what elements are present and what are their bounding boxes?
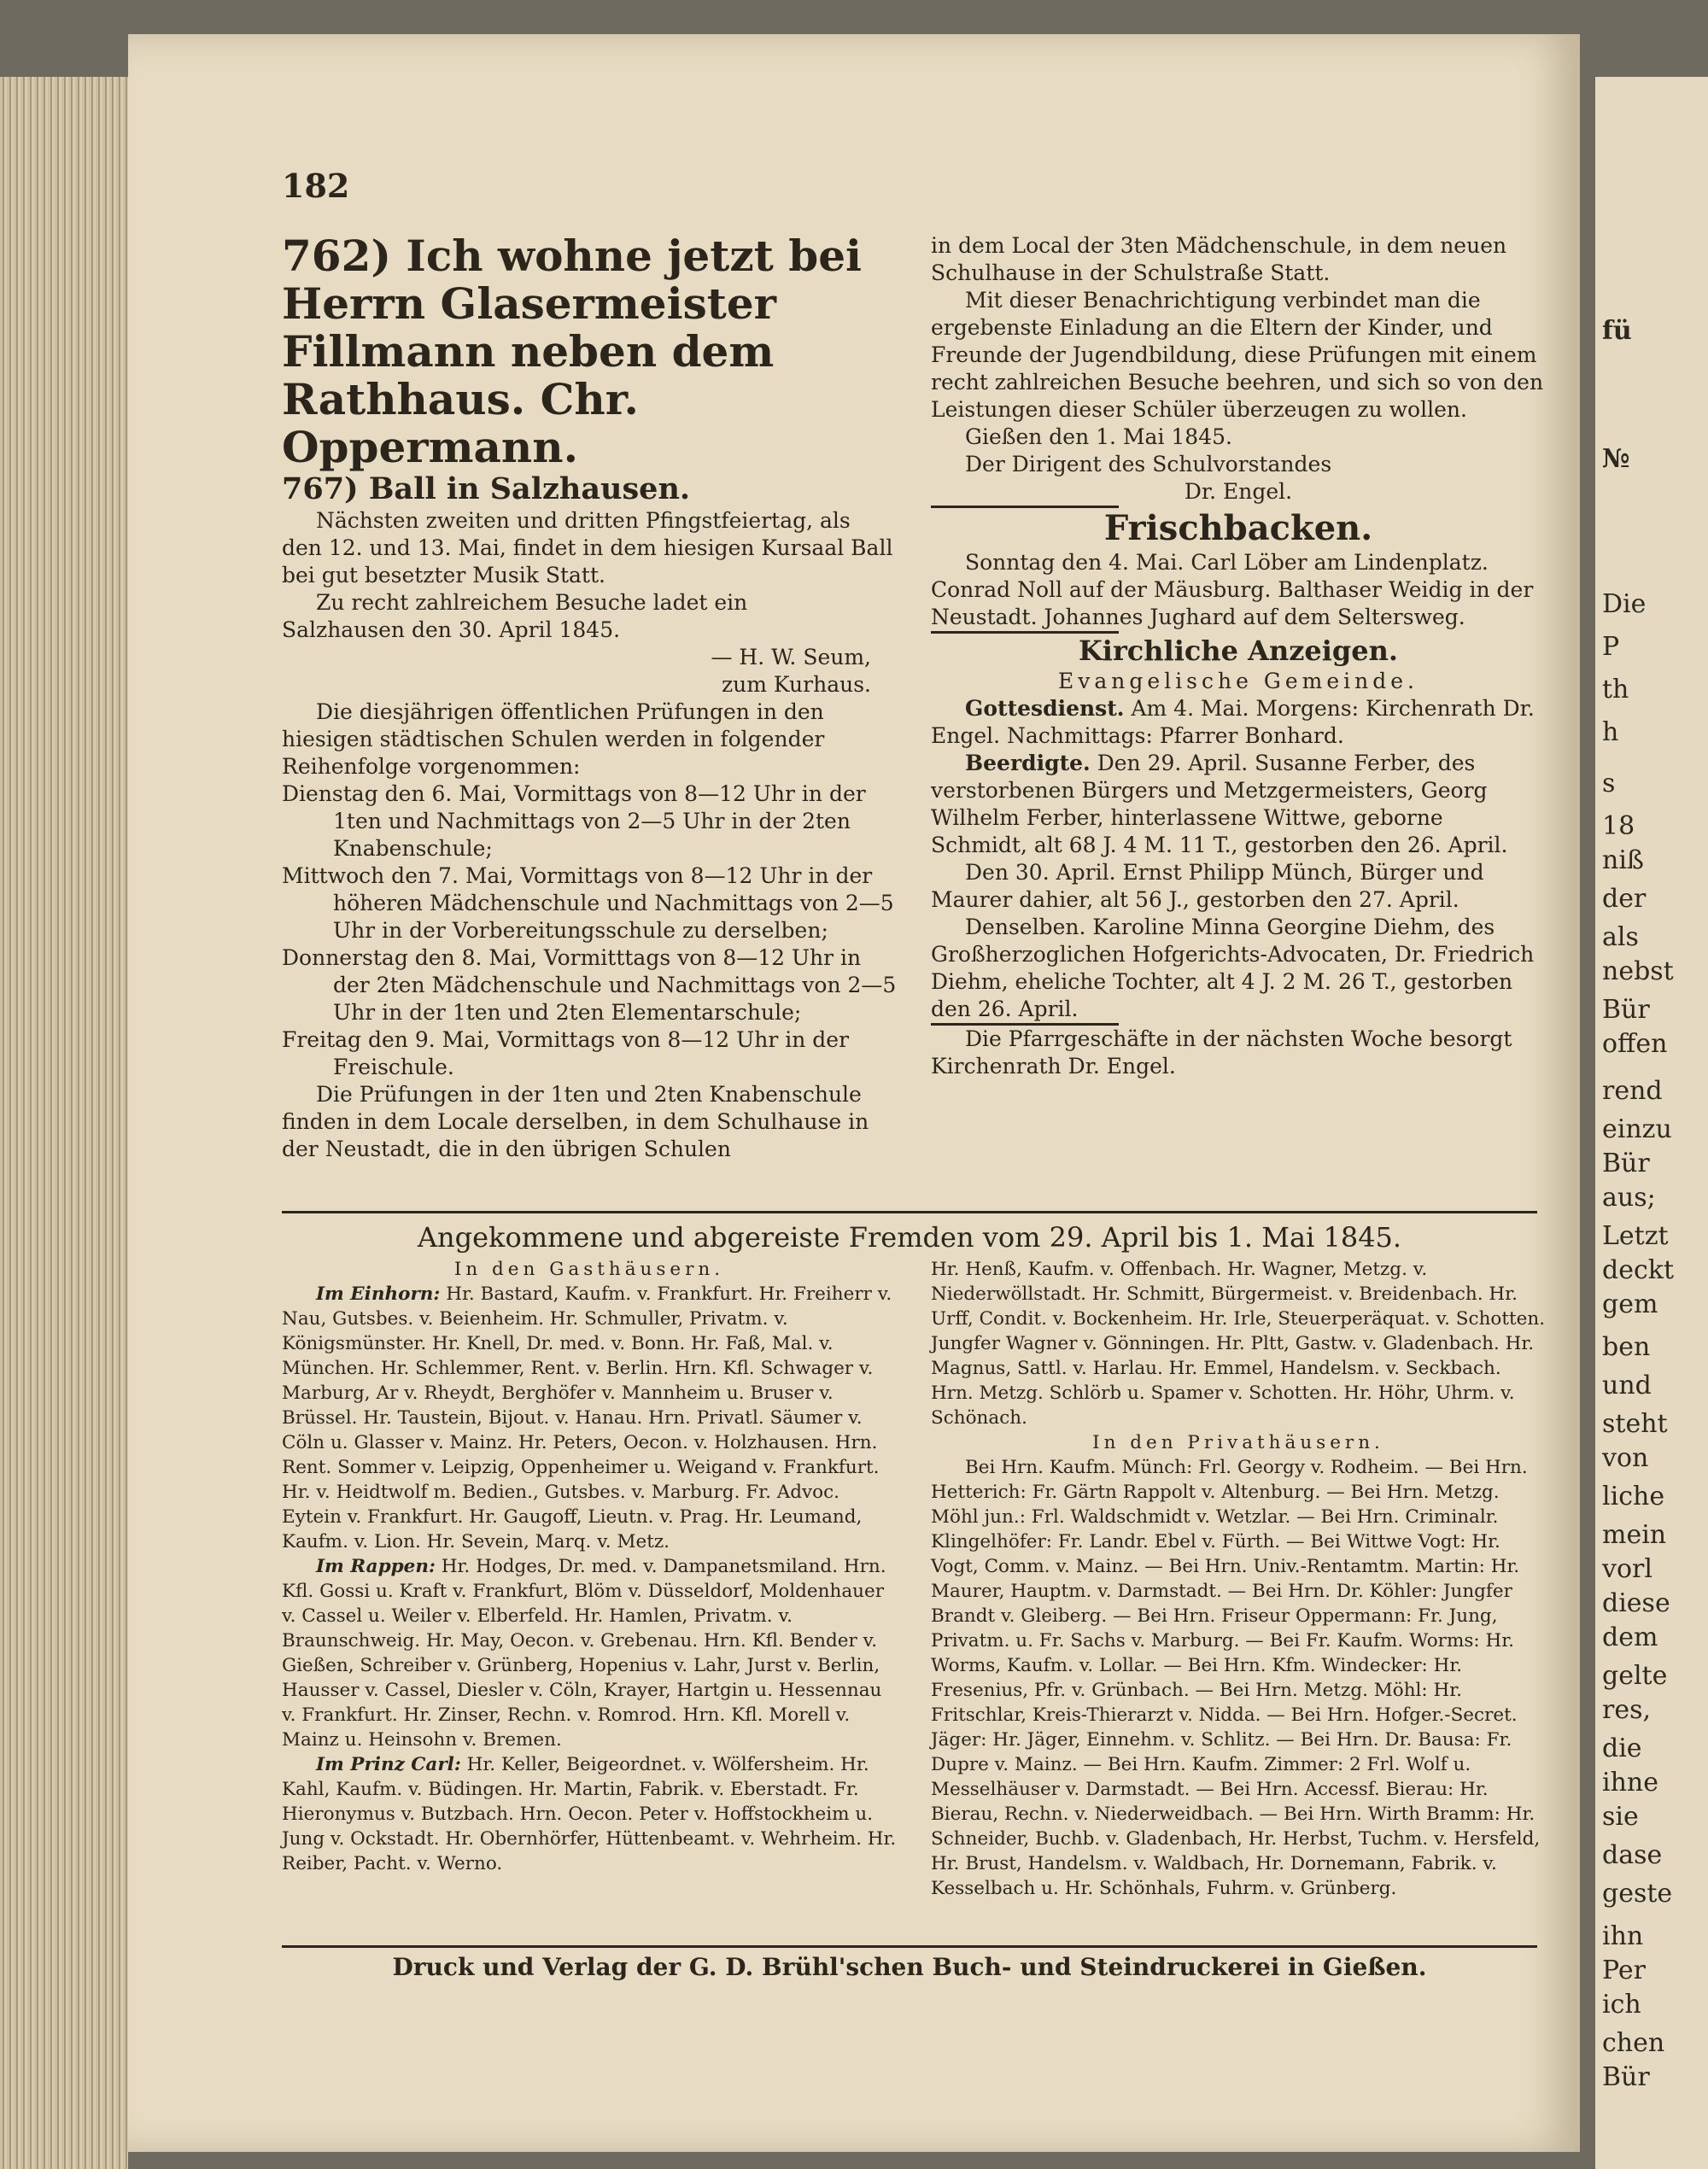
next-page-fragment-big: fü (1602, 316, 1632, 346)
strangers-right-column (931, 1257, 1546, 1901)
exam-days (282, 780, 897, 1081)
next-page-fragment: gem (1602, 1289, 1658, 1319)
next-page-fragment: s (1602, 769, 1616, 798)
signature-name: Dr. Engel. (1184, 479, 1293, 504)
ad-762: 762) Ich wohne jetzt bei Herrn Glasermeister Fillmann neben dem Rathhaus. Chr. Oppermann. (282, 231, 863, 472)
inn-guests-continued: Hr. Henß, Kaufm. v. Offenbach. Hr. Wagner, Metzg. v. Niederwöllstadt. Hr. Schmitt, Bürgermeist. v. Breidenbach. Hr. Urff, Condit. v. Bockenheim. Hr. Irle, Steuerperäquat. v. Schotten. Jungfer Wagner v. Gönningen. Hr. Pltt, Gastw. v. Gladenbach. Hr. Magnus, Sattl. v. Harlau. Hr. Emmel, Handelsm. v. Seckbach. Hrn. Metzg. Schlörb u. Spamer v. Schotten. Hr. Höhr, Uhrm. v. Schönach. (931, 1259, 1546, 1429)
exam-intro: Die diesjährigen öffentlichen Prüfungen in den hiesigen städtischen Schulen werden in folgender Reihenfolge vorgenommen: (282, 699, 825, 779)
next-page-fragment: von (1602, 1443, 1649, 1473)
inns-heading: In den Gasthäusern. (453, 1259, 725, 1280)
church-title: Kirchliche Anzeigen. (1078, 634, 1399, 667)
burial-label: Beerdigte. (965, 751, 1091, 775)
next-page-fragment: ihn (1602, 1921, 1644, 1951)
right-column (931, 232, 1546, 1080)
next-page-fragment: vorl (1602, 1554, 1652, 1584)
ad-767-invite: Zu recht zahlreichem Besuche ladet ein (316, 590, 748, 615)
next-page-fragment: offen (1602, 1029, 1668, 1059)
frischbacken-title: Frischbacken. (1103, 508, 1373, 548)
exam-continued: in dem Local der 3ten Mädchenschule, in dem neuen Schulhause in der Schulstraße Statt. (931, 233, 1507, 285)
strangers-banner: Angekommene und abgereiste Fremden vom 29. April bis 1. Mai 1845. (417, 1221, 1402, 1254)
ad-767-signature-2: zum Kurhaus. (722, 672, 871, 697)
adjacent-page-fragment (1595, 77, 1708, 2169)
next-page-fragment: dem (1602, 1622, 1658, 1652)
next-page-fragment: niß (1602, 845, 1644, 875)
burial-entry: Denselben. Karoline Minna Georgine Diehm, des Großherzoglichen Hofgerichts-Advocaten, Dr. Friedrich Diehm, eheliche Tochter, alt 4 J. 2 M. 26 T., gestorben den 26. April. (931, 915, 1535, 1021)
next-page-fragment: geste (1602, 1879, 1673, 1909)
next-page-fragment: der (1602, 884, 1647, 914)
next-page-fragment: steht (1602, 1409, 1668, 1439)
inn-guests: Hr. Keller, Beigeordnet. v. Wölfersheim. Hr. Kahl, Kaufm. v. Büdingen. Hr. Martin, Fabrik. v. Eberstadt. Fr. Hieronymus v. Butzbach. Hrn. Oecon. Peter v. Hoffstockheim u. Jung v. Ockstadt. Hr. Obernhörfer, Hüttenbeamt. v. Wehrheim. Hr. Reiber, Pacht. v. Werno. (282, 1754, 897, 1874)
inn-label: Im Prinz Carl: (316, 1754, 461, 1775)
next-page-fragment: einzu (1602, 1114, 1672, 1144)
next-page-fragment: Bür (1602, 1149, 1650, 1178)
inn-guests: Hr. Bastard, Kaufm. v. Frankfurt. Hr. Freiherr v. Nau, Gutsbes. v. Beienheim. Hr. Schmuller, Privatm. v. Königsmünster. Hr. Knell, Dr. med. v. Bonn. Hr. Faß, Mal. v. München. Hr. Schlemmer, Rent. v. Berlin. Hrn. Kfl. Schwager v. Marburg, Ar v. Rheydt, Berghöfer v. Mannheim u. Bruser v. Brüssel. Hr. Taustein, Bijout. v. Hanau. Hrn. Privatl. Säumer v. Cöln u. Glasser v. Mainz. Hr. Peters, Oecon. v. Holzhausen. Hrn. Rent. Sommer v. Leipzig, Oppenheimer u. Weigand v. Frankfurt. Hr. v. Heidtwolf m. Bedien., Gutsbes. v. Marburg. Fr. Advoc. Eytein v. Frankfurt. Hr. Gaugoff, Lieutn. v. Prag. Hr. Leumand, Kaufm. v. Lion. Hr. Sevein, Marq. v. Metz. (282, 1283, 892, 1552)
ad-767-body: Nächsten zweiten und dritten Pfingstfeiertag, als den 12. und 13. Mai, findet in dem hiesigen Kursaal Ball bei gut besetzter Musik Statt. (282, 508, 893, 588)
imprint-footer: Druck und Verlag der G. D. Brühl'schen Buch- und Steindruckerei in Gießen. (392, 1953, 1427, 1981)
next-page-fragment: rend (1602, 1076, 1663, 1106)
next-page-fragment: Bür (1602, 2062, 1650, 2092)
invitation: Mit dieser Benachrichtigung verbindet man die ergebenste Einladung an die Eltern der Kinder, und Freunde der Jugendbildung, diese Prüfungen mit einem recht zahlreichen Besuche beehren, und sich so von den Leistungen dieser Schüler überzeugen zu wollen. (931, 288, 1544, 422)
inn-prinz-carl (282, 1752, 897, 1876)
next-page-fragment: th (1602, 675, 1629, 704)
next-page-fragment: res, (1602, 1695, 1652, 1725)
left-column (282, 232, 897, 1163)
frischbacken-body: Sonntag den 4. Mai. Carl Löber am Lindenplatz. Conrad Noll auf der Mäusburg. Balthaser Weidig in der Neustadt. Johannes Jughard auf dem Seltersweg. (931, 550, 1534, 629)
service-text: Am 4. Mai. Morgens: Kirchenrath Dr. Engel. Nachmittags: Pfarrer Bonhard. (931, 696, 1535, 748)
service (931, 695, 1546, 750)
exam-day: Dienstag den 6. Mai, Vormittags von 8—12 Uhr in der 1ten und Nachmittags von 2—5 Uhr in der 2ten Knabenschule; (282, 781, 866, 861)
footer-rule (282, 1945, 1537, 1948)
signature-line: Der Dirigent des Schulvorstandes (965, 452, 1332, 476)
service-label: Gottesdienst. (965, 696, 1125, 721)
next-page-fragment: ihne (1602, 1768, 1658, 1798)
next-page-fragment: aus; (1602, 1183, 1656, 1213)
pastoral-notice: Die Pfarrgeschäfte in der nächsten Woche besorgt Kirchenrath Dr. Engel. (931, 1026, 1512, 1079)
ad-767-signature: — H. W. Seum, (711, 645, 871, 669)
next-page-fragment: nebst (1602, 956, 1674, 986)
next-page-fragment: ich (1602, 1990, 1641, 2020)
book-page-edges (0, 77, 128, 2169)
next-page-fragment: Letzt (1602, 1221, 1669, 1251)
next-page-fragment: h (1602, 717, 1619, 747)
next-page-fragment: deckt (1602, 1255, 1674, 1285)
next-page-fragment: Bür (1602, 995, 1650, 1025)
inn-rappen (282, 1554, 897, 1752)
ad-767-place-date: Salzhausen den 30. April 1845. (282, 617, 621, 642)
section-rule (282, 1211, 1537, 1213)
inn-guests: Hr. Hodges, Dr. med. v. Dampanetsmiland. Hrn. Kfl. Gossi u. Kraft v. Frankfurt, Blöm v. Düsseldorf, Moldenhauer v. Cassel u. Weiler v. Elberfeld. Hr. Hamlen, Privatm. v. Braunschweig. Hr. May, Oecon. v. Grebenau. Hrn. Kfl. Bender v. Gießen, Schreiber v. Grünberg, Hopenius v. Lahr, Jurst v. Berlin, Hausser v. Cassel, Diesler v. Cöln, Krayer, Hartgin u. Hessennau v. Frankfurt. Hr. Zinser, Rechn. v. Romrod. Hrn. Kfl. Morell v. Mainz u. Heinsohn v. Bremen. (282, 1556, 886, 1751)
next-page-fragment: als (1602, 922, 1639, 952)
inn-einhorn (282, 1282, 897, 1554)
ad-767-number: 767) (282, 471, 359, 506)
exam-place: Die Prüfungen in der 1ten und 2ten Knabenschule finden in dem Locale derselben, in dem Schulhause in der Neustadt, die in den übrigen Schulen (282, 1082, 869, 1161)
burials (931, 750, 1546, 859)
page-number: 182 (282, 167, 350, 205)
next-page-fragment: Per (1602, 1956, 1646, 1985)
next-page-fragment: sie (1602, 1802, 1639, 1832)
exam-day: Mittwoch den 7. Mai, Vormittags von 8—12 Uhr in der höheren Mädchenschule und Nachmittags von 2—5 Uhr in der Vorbereitungsschule zu derselben; (282, 863, 894, 943)
inn-label: Im Rappen: (316, 1556, 436, 1577)
next-page-fragment: P (1602, 632, 1620, 662)
next-page-fragment: dase (1602, 1840, 1663, 1870)
next-page-fragment: ben (1602, 1332, 1651, 1362)
next-page-fragment-mid: № (1602, 444, 1630, 474)
ad-767-heading (282, 471, 897, 507)
exam-day: Donnerstag den 8. Mai, Vormitttags von 8—12 Uhr in der 2ten Mädchenschule und Nachmittags von 2—5 Uhr in der 1ten und 2ten Elementarschule; (282, 945, 897, 1025)
next-page-fragment: die (1602, 1733, 1642, 1763)
place-date: Gießen den 1. Mai 1845. (965, 424, 1232, 449)
next-page-fragment: liche (1602, 1482, 1665, 1511)
burial-entry: Den 30. April. Ernst Philipp Münch, Bürger und Maurer dahier, alt 56 J., gestorben den 27. April. (931, 860, 1484, 912)
next-page-fragment: und (1602, 1371, 1652, 1400)
inn-label: Im Einhorn: (316, 1283, 441, 1305)
next-page-fragment: gelte (1602, 1661, 1668, 1691)
next-page-fragment: mein (1602, 1520, 1667, 1550)
ad-767-title: Ball in Salzhausen. (368, 471, 691, 506)
burial-entry: Den 29. April. Susanne Ferber, des verstorbenen Bürgers und Metzgermeisters, Georg Wilhelm Ferber, hinterlassene Wittwe, geborne Schmidt, alt 68 J. 4 M. 11 T., gestorben den 26. April. (931, 751, 1508, 857)
strangers-left-column (282, 1257, 897, 1876)
exam-day: Freitag den 9. Mai, Vormittags von 8—12 Uhr in der Freischule. (282, 1027, 850, 1079)
next-page-fragment: Die (1602, 589, 1647, 619)
private-houses-heading: In den Privathäusern. (1092, 1432, 1384, 1453)
private-houses-guests: Bei Hrn. Kaufm. Münch: Frl. Georgy v. Rodheim. — Bei Hrn. Hetterich: Fr. Gärtn Rappolt v. Altenburg. — Bei Hrn. Metzg. Möhl jun.: Frl. Waldschmidt v. Wetzlar. — Bei Hrn. Criminalr. Klingelhöfer: Fr. Landr. Ebel v. Fürth. — Bei Wittwe Vogt: Hr. Vogt, Comm. v. Mainz. — Bei Hrn. Univ.-Rentamtm. Martin: Hr. Maurer, Hauptm. v. Darmstadt. — Bei Hrn. Dr. Köhler: Jungfer Brandt v. Gleiberg. — Bei Hrn. Friseur Oppermann: Fr. Jung, Privatm. u. Fr. Sachs v. Marburg. — Bei Fr. Kaufm. Worms: Hr. Worms, Kaufm. v. Lollar. — Bei Hrn. Kfm. Windecker: Hr. Fresenius, Pfr. v. Grünbach. — Bei Hrn. Metzg. Möhl: Hr. Fritschlar, Kreis-Thierarzt v. Nidda. — Bei Hrn. Hofger.-Secret. Jäger: Hr. Jäger, Einnehm. v. Schlitz. — Bei Hrn. Dr. Bausa: Fr. Dupre v. Mainz. — Bei Hrn. Kaufm. Zimmer: 2 Frl. Wolf u. Messelhäuser v. Darmstadt. — Bei Hrn. Accessf. Bierau: Hr. Bierau, Rechn. v. Niederweidbach. — Bei Hrn. Wirth Bramm: Hr. Schneider, Buchb. v. Gladenbach, Hr. Herbst, Tuchm. v. Hersfeld, Hr. Brust, Handelsm. v. Waldbach, Hr. Dornemann, Fabrik. v. Kesselbach u. Hr. Schönhals, Fuhrm. v. Grünberg. (931, 1457, 1541, 1899)
church-subtitle: Evangelische Gemeinde. (1058, 669, 1418, 693)
next-page-fragment: 18 (1602, 811, 1635, 841)
next-page-fragment: chen (1602, 2028, 1665, 2058)
next-page-fragment: diese (1602, 1588, 1670, 1618)
